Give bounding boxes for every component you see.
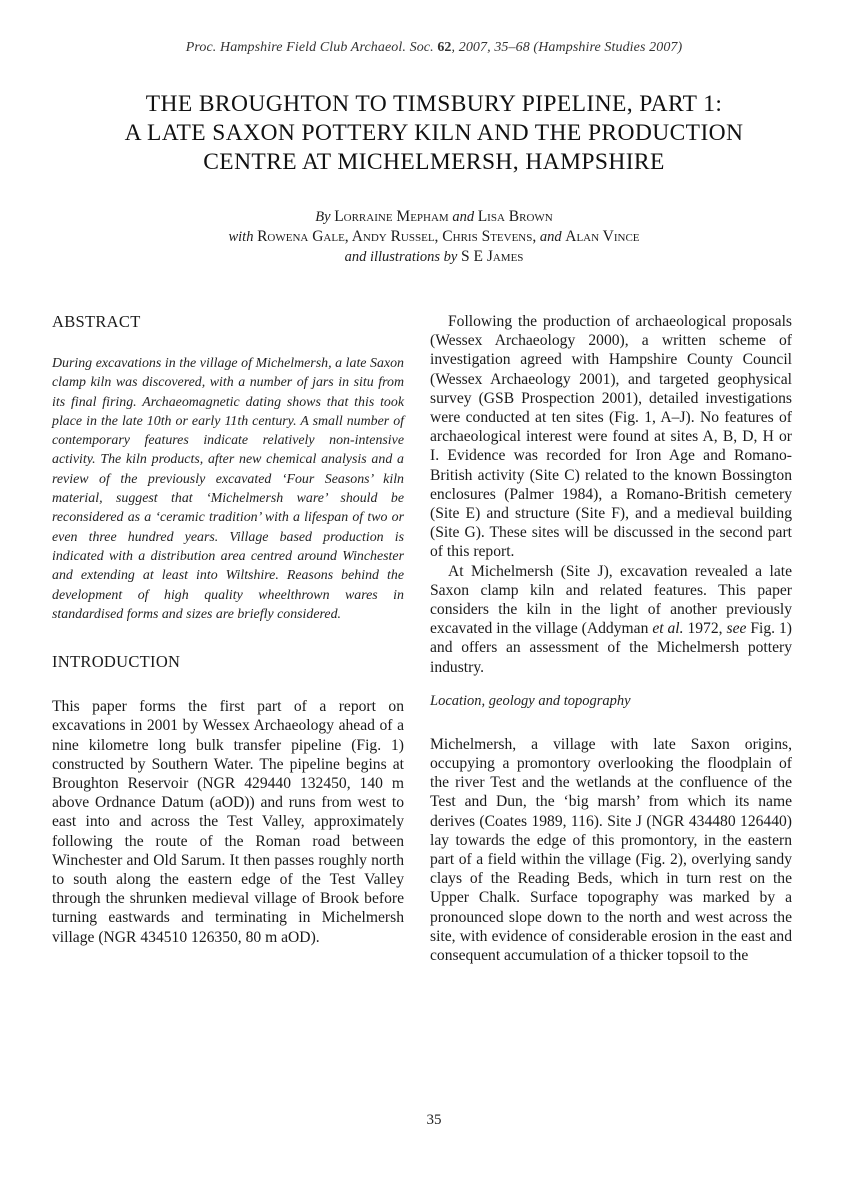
journal-volume: 62: [437, 40, 452, 55]
title-line-3: CENTRE AT MICHELMERSH, HAMPSHIRE: [203, 149, 665, 175]
location-subheading: Location, geology and topography: [430, 692, 631, 709]
contributor-last: Alan Vince: [565, 228, 640, 245]
abstract-text: During excavations in the village of Michelmersh, a late Saxon clamp kiln was discovered, with a number of jars in situ from its final firing. Archaeomagnetic dating shows that this took place in the late 10th or early 11th century. A small number of contemporary features indicate relatively non-intensive activity. The kiln products, after new chemical analysis and a review of the previously excavated ‘Four Seasons’ kiln material, suggest that ‘Michelmersh ware’ should be reconsidered as a ‘ceramic tradition’ with a lifespan of two or even three hundred years. Village based production is indicated with a distribution area centred around Winchester and extending at least into Wiltshire. Reasons behind the development of high quality wheelthrown wares in standardised forms and sizes are briefly considered.: [52, 356, 404, 622]
abstract-heading: ABSTRACT: [52, 312, 141, 331]
contributors: Rowena Gale, Andy Russel, Chris Stevens,: [257, 228, 537, 245]
title-line-1: THE BROUGHTON TO TIMSBURY PIPELINE, PART 1:: [145, 91, 723, 117]
para3-text-a: At Michelmersh (Site J), excavation revealed a late Saxon clamp kiln and related features. This paper considers the kiln in the light of another previously excavated in the village (Addyman: [430, 562, 792, 638]
byline-and-1: and: [452, 209, 475, 225]
byline-authors: [60, 207, 808, 227]
byline-with: with: [228, 229, 254, 245]
illustrations-prefix: and illustrations by: [344, 249, 458, 265]
author-2: Lisa Brown: [477, 208, 553, 225]
para3-text-b: 1972,: [683, 620, 727, 638]
para3-see: see: [726, 620, 747, 638]
introduction-heading: INTRODUCTION: [52, 652, 181, 672]
left-column: [52, 312, 404, 947]
page-number: 35: [426, 1112, 442, 1128]
byline: [60, 207, 808, 267]
title-line-2: A LATE SAXON POTTERY KILN AND THE PRODUCTION: [124, 120, 744, 146]
introduction-paragraph-2: Following the production of archaeological proposals (Wessex Archaeology 2000), a written scheme of investigation agreed with Hampshire County Council (Wessex Archaeology 2001), and targeted geophysical survey (GSB Prospection 2001), detailed investigations were conducted at ten sites (Fig. 1, A–J). No features of archaeological interest were found at sites A, B, D, H or I. Evidence was recorded for Iron Age and Romano-British activity (Site C) related to the known Bossington enclosures (Palmer 1984), a Romano-British cemetery (Site E) and structure (Site F), and a medieval building (Site G). These sites will be discussed in the second part of this report.: [430, 313, 792, 561]
journal-name: Proc. Hampshire Field Club Archaeol. Soc.: [185, 40, 434, 55]
byline-contributors: [60, 227, 808, 247]
byline-illustrations: [60, 247, 808, 267]
byline-by: By: [315, 209, 331, 225]
illustrator: S E James: [460, 248, 524, 265]
introduction-paragraph-1: This paper forms the first part of a report on excavations in 2001 by Wessex Archaeology ahead of a nine kilometre long bulk transfer pipeline (Fig. 1) constructed by Southern Water. The pipeline begins at Broughton Reservoir (NGR 429440 132450, 140 m above Ordnance Datum (aOD)) and runs from west to east into and across the Test Valley, approximately following the route of the Roman road between Winchester and Old Sarum. It then passes roughly north to south along the eastern edge of the Test Valley through the shrunken medieval village of Brook before turning eastwards and terminating in Michelmersh village (NGR 434510 126350, 80 m aOD).: [52, 698, 404, 946]
right-column: [430, 312, 792, 965]
location-paragraph-1: Michelmersh, a village with late Saxon origins, occupying a promontory overlooking the floodplain of the river Test and the wetlands at the confluence of the Test and Dun, the ‘big marsh’ from which its name derives (Coates 1989, 116). Site J (NGR 434480 126440) lay towards the edge of this promontory, in the eastern part of a field within the village (Fig. 2), overlying sandy clays of the Reading Beds, which in turn rest on the Upper Chalk. Surface topography was marked by a pronounced slope down to the north and west across the site, with evidence of considerable erosion in the east and consequent accumulation of a thicker topsoil to the: [430, 735, 792, 965]
running-head: [0, 40, 868, 56]
journal-citation: , 2007, 35–68 (Hampshire Studies 2007): [451, 40, 683, 55]
article-title: [60, 90, 808, 177]
para3-text-c: Fig. 1) and offers an assessment of the Michelmersh pottery industry.: [430, 620, 792, 676]
introduction-paragraph-3: [430, 562, 792, 677]
author-1: Lorraine Mepham: [334, 208, 449, 225]
para3-et-al: et al.: [652, 620, 684, 638]
byline-and-2: and: [539, 229, 562, 245]
